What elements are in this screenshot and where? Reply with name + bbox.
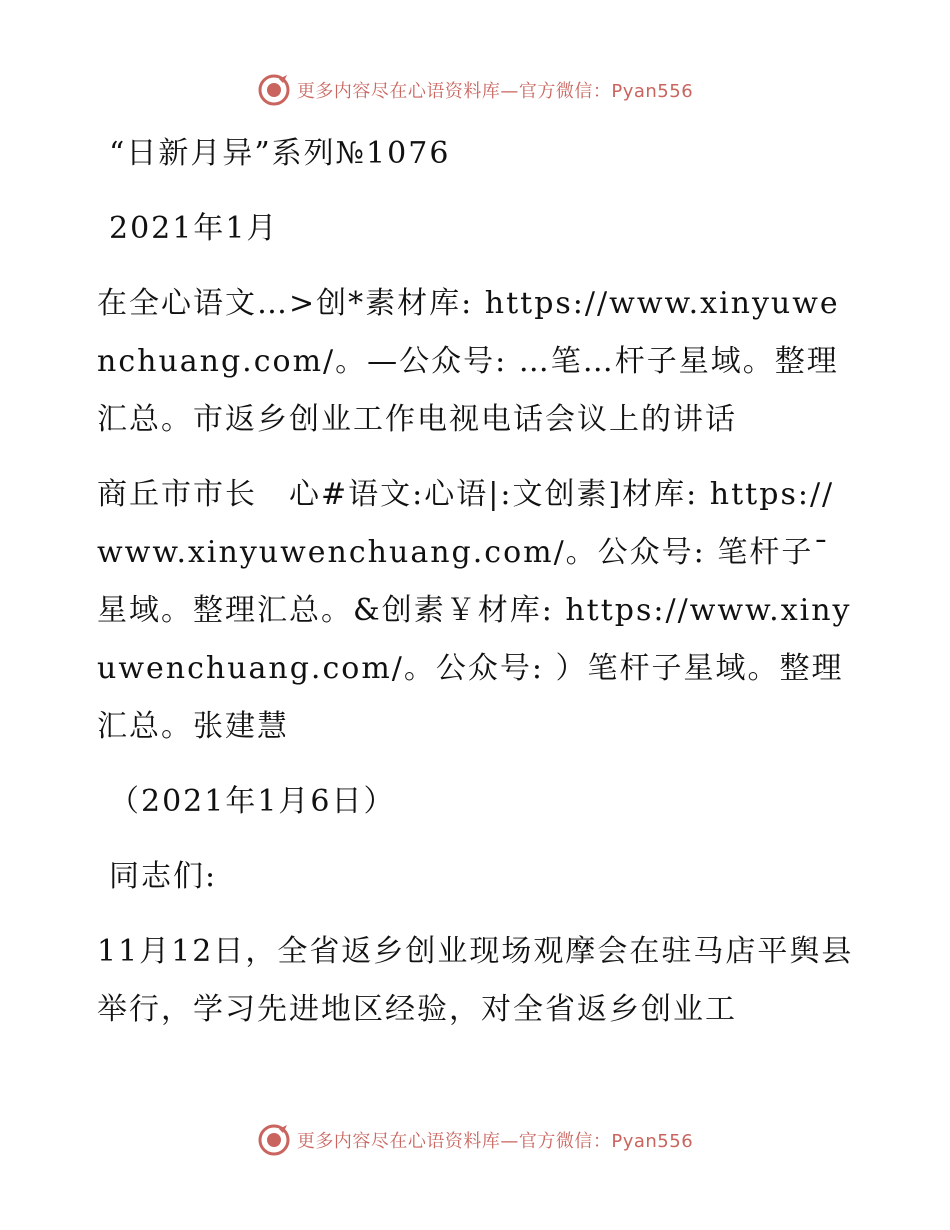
header-watermark-banner	[0, 70, 950, 110]
footer-watermark-banner	[0, 1120, 950, 1160]
paragraph-author: 商丘市市长 心#语文:心语|:文创素]材库: https://www.xinyuwenchuang.com/。公众号: 笔杆子¯星域。整理汇总。&创素￥材库: https://www.xinyuwenchuang.com/。公众号: ）笔杆子星域。整理汇总。张建慧	[97, 477, 852, 744]
series-title: “日新月异”系列№1076	[109, 136, 451, 171]
salutation: 同志们:	[109, 859, 218, 894]
brand-logo-icon	[257, 1123, 291, 1157]
banner-text: 更多内容尽在心语资料库—官方微信：Pyan556	[296, 81, 694, 102]
paragraph-intro: 在全心语文…>创*素材库: https://www.xinyuwenchuang.com/。—公众号: …笔…杆子星域。整理汇总。市返乡创业工作电视电话会议上的讲话	[97, 286, 840, 437]
date-line: 2021年1月	[109, 211, 279, 246]
speech-date: （2021年1月6日）	[109, 784, 396, 819]
document-body	[97, 125, 857, 1056]
paragraph-body: 11月12日，全省返乡创业现场观摩会在驻马店平舆县举行，学习先进地区经验，对全省返乡创业工	[97, 934, 854, 1027]
banner-text: 更多内容尽在心语资料库—官方微信：Pyan556	[296, 1131, 694, 1152]
brand-logo-icon	[257, 73, 291, 107]
